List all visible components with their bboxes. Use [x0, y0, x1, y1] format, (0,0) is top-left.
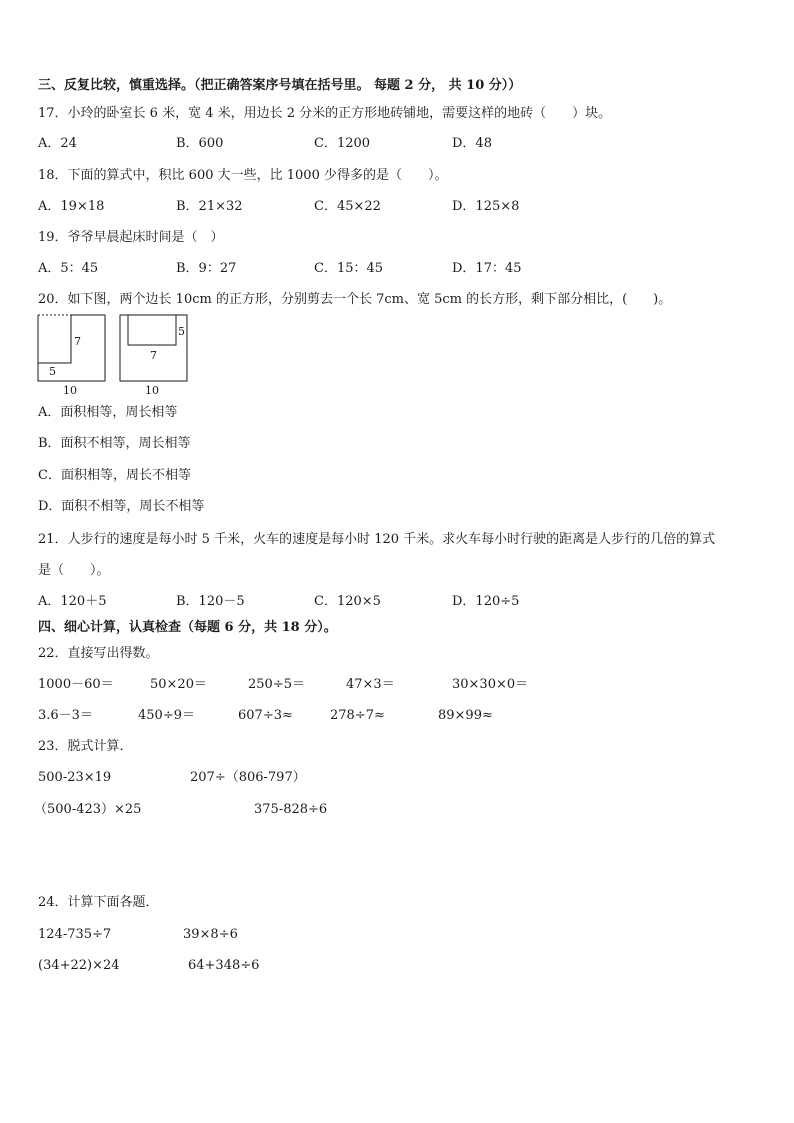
q19-option-d[interactable]: D．17：45 — [452, 261, 522, 276]
q19-option-c[interactable]: C．15：45 — [314, 261, 384, 276]
question-20-text: 20．如下图，两个边长 10cm 的正方形，分别剪去一个长 7cm、宽 5cm 的长方形，剩下部分相比，( )。 — [38, 292, 672, 307]
left-height-label: 7 — [74, 335, 81, 348]
square-figure-left — [36, 313, 110, 401]
question-24-text: 24．计算下面各题． — [38, 895, 159, 910]
q21-option-d[interactable]: D．120÷5 — [452, 594, 520, 609]
question-18-text: 18．下面的算式中，积比 600 大一些，比 1000 少得多的是（ ）。 — [38, 168, 448, 183]
q22-item: 30×30×0＝ — [452, 677, 529, 692]
section-3-title: 三、反复比较，慎重选择。（把正确答案序号填在括号里。 每题 2 分， 共 10 分）） — [38, 78, 522, 93]
q17-option-a[interactable]: A．24 — [38, 136, 77, 151]
q21-option-a[interactable]: A．120＋5 — [38, 594, 107, 609]
q17-option-b[interactable]: B．600 — [176, 136, 224, 151]
question-21-text-line2: 是（ ）。 — [38, 563, 110, 578]
question-19-text: 19．爷爷早晨起床时间是（ ） — [38, 230, 224, 245]
q24-item: (34+22)×24 — [38, 958, 120, 973]
q20-option-a[interactable]: A．面积相等，周长相等 — [38, 405, 178, 420]
q20-option-b[interactable]: B．面积不相等，周长相等 — [38, 436, 191, 451]
square-figure-right — [118, 313, 192, 401]
q22-item: 250÷5＝ — [248, 677, 305, 692]
right-cut-rectangle — [128, 315, 176, 345]
q18-option-d[interactable]: D．125×8 — [452, 199, 520, 214]
q22-item: 607÷3≈ — [238, 708, 293, 723]
right-base-label: 10 — [145, 384, 159, 397]
q22-item: 3.6－3＝ — [38, 708, 93, 723]
question-17-text: 17．小玲的卧室长 6 米，宽 4 米，用边长 2 分米的正方形地砖铺地，需要这样的地砖（ ）块。 — [38, 106, 612, 121]
q17-option-c[interactable]: C．1200 — [314, 136, 371, 151]
q18-option-a[interactable]: A．19×18 — [38, 199, 105, 214]
q21-option-c[interactable]: C．120×5 — [314, 594, 381, 609]
question-23-text: 23．脱式计算． — [38, 739, 133, 754]
q17-option-d[interactable]: D．48 — [452, 136, 492, 151]
question-21-text-line1: 21．人步行的速度是每小时 5 千米，火车的速度是每小时 120 千米。求火车每小时行驶的距离是人步行的几倍的算式 — [38, 532, 716, 547]
q23-item: （500-423）×25 — [34, 802, 142, 817]
q21-option-b[interactable]: B．120－5 — [176, 594, 245, 609]
section-4-title: 四、细心计算，认真检查（每题 6 分，共 18 分）。 — [38, 620, 337, 635]
question-22-text: 22．直接写出得数。 — [38, 646, 159, 661]
q22-item: 1000－60＝ — [38, 677, 114, 692]
q23-item: 500-23×19 — [38, 770, 112, 785]
right-height-label: 5 — [178, 325, 185, 338]
q22-item: 50×20＝ — [150, 677, 207, 692]
right-outer-square — [120, 315, 187, 381]
q24-item: 124-735÷7 — [38, 927, 112, 942]
q22-item: 450÷9＝ — [138, 708, 195, 723]
q18-option-b[interactable]: B．21×32 — [176, 199, 243, 214]
q20-option-d[interactable]: D．面积不相等，周长不相等 — [38, 499, 205, 514]
q23-item: 207÷（806-797） — [190, 770, 306, 785]
q24-item: 39×8÷6 — [183, 927, 238, 942]
left-width-label: 5 — [49, 365, 56, 378]
q20-option-c[interactable]: C．面积相等，周长不相等 — [38, 468, 191, 483]
q18-option-c[interactable]: C．45×22 — [314, 199, 381, 214]
q19-option-b[interactable]: B．9：27 — [176, 261, 237, 276]
q24-item: 64+348÷6 — [188, 958, 260, 973]
q22-item: 278÷7≈ — [330, 708, 385, 723]
q22-item: 47×3＝ — [346, 677, 395, 692]
right-width-label: 7 — [150, 349, 157, 362]
left-base-label: 10 — [63, 384, 77, 397]
q22-item: 89×99≈ — [438, 708, 493, 723]
q19-option-a[interactable]: A．5：45 — [38, 261, 99, 276]
q23-item: 375-828÷6 — [254, 802, 328, 817]
